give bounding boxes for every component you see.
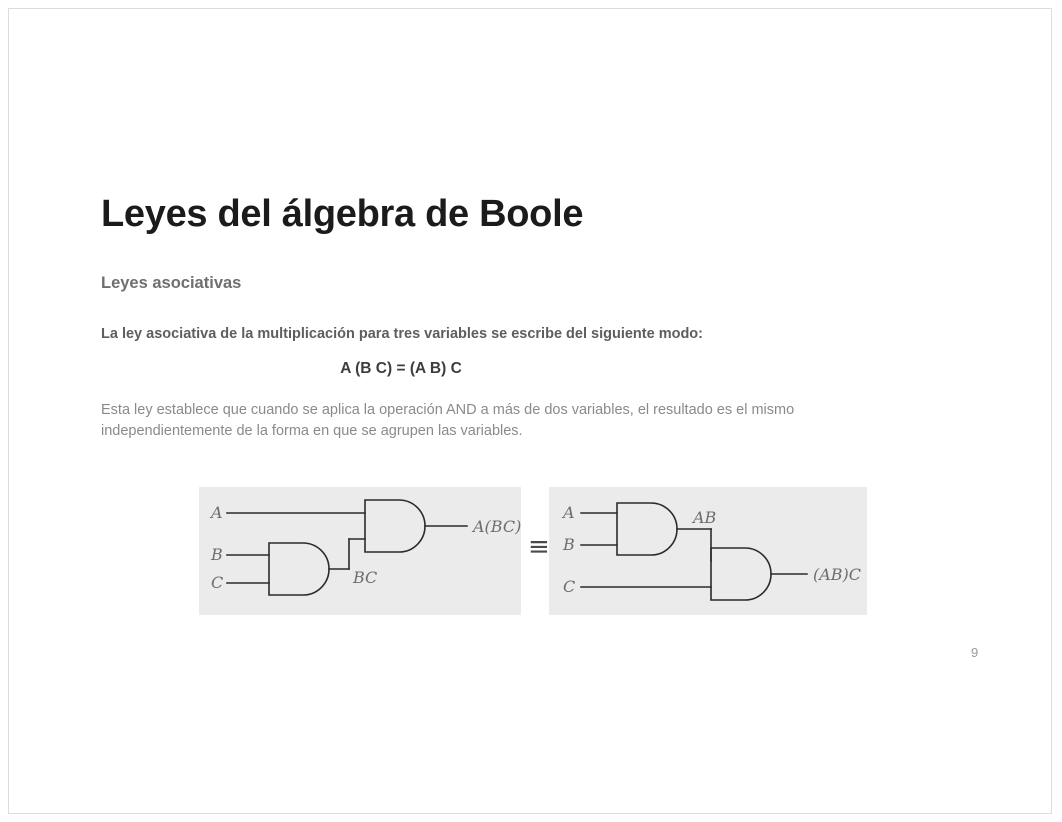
page-title: Leyes del álgebra de Boole: [101, 193, 584, 235]
section-subtitle: Leyes asociativas: [101, 273, 242, 292]
slide-content: [101, 194, 981, 442]
right-intermediate-label: AB: [693, 508, 717, 527]
slide-canvas: [8, 8, 1052, 814]
right-input-label-c: C: [563, 577, 576, 596]
right-input-label-a: A: [563, 503, 575, 522]
page-number: 9: [971, 645, 979, 660]
right-input-label-b: B: [563, 535, 575, 554]
equivalence-symbol: ≡: [528, 532, 550, 562]
right-output-label: (AB)C: [813, 565, 862, 584]
left-input-label-b: B: [211, 545, 223, 564]
left-output-label: A(BC): [473, 517, 522, 536]
law-explanation: Esta ley establece que cuando se aplica la operación AND a más de dos variables, el resultado es el mismo independientemente de la forma en que se agrupen las variables.: [101, 401, 795, 439]
left-input-label-a: A: [211, 503, 223, 522]
right-diagram-background: [549, 487, 867, 615]
left-diagram-background: [199, 487, 521, 615]
law-statement: La ley asociativa de la multiplicación para tres variables se escribe del siguiente modo:: [101, 325, 703, 342]
law-equation: A (B C) = (A B) C: [340, 359, 462, 377]
left-input-label-c: C: [211, 573, 224, 592]
left-intermediate-label: BC: [353, 568, 378, 587]
